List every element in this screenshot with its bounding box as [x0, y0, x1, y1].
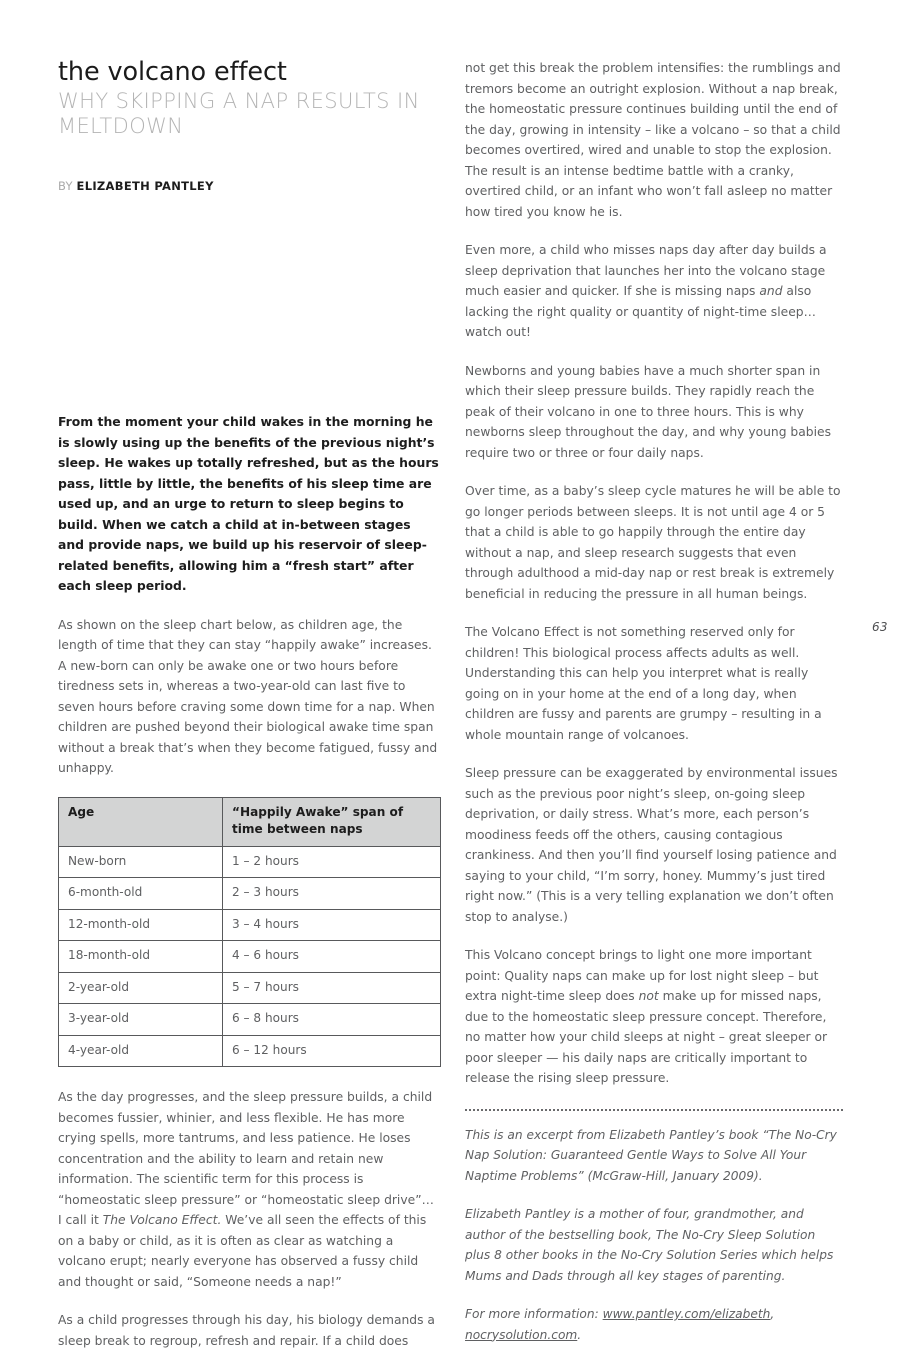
- byline-prefix: BY: [58, 178, 73, 193]
- left-paragraph-2: As shown on the sleep chart below, as children age, the length of time that they can stay “happily awake” increases. A new-born can only be awake one or two hours before tiredness sets in, whereas a two-year-old can last five to seven hours before craving some down time for a nap. When children are pushed beyond their biological awake time span without a break that’s when they become fatigued, fussy and unhappy.: [58, 617, 438, 776]
- table-cell-span: 4 – 6 hours: [223, 941, 441, 973]
- table-row: [59, 972, 441, 1004]
- right-paragraph-1: not get this break the problem intensifies: the rumblings and tremors become an outright explosion. Without a nap break, the homeostatic pressure continues building until the end of the day, growing in intensity – like a volcano – so that a child becomes overtired, wired and unable to stop the explosion. The result is an intense bedtime battle with a cranky, overtired child, or an infant who won’t fall asleep no matter how tired you know he is.: [465, 61, 841, 219]
- table-header-awake-span: “Happily Awake” span of time between naps: [223, 797, 441, 846]
- table-cell-span: 5 – 7 hours: [223, 972, 441, 1004]
- more-info-label: For more information:: [465, 1307, 603, 1321]
- link-pantley-elizabeth[interactable]: www.pantley.com/elizabeth: [602, 1307, 771, 1321]
- masthead-whitespace: [58, 192, 440, 412]
- table-cell-span: 3 – 4 hours: [223, 909, 441, 941]
- page-title: the volcano effect: [58, 57, 287, 87]
- sleep-chart-table: [58, 797, 441, 1068]
- right-paragraph-7-part1: This Volcano concept brings to light one more important point: Quality naps can make up for lost night sleep – but extra night-time sleep does: [465, 948, 819, 1003]
- table-cell-span: 6 – 8 hours: [223, 1004, 441, 1036]
- table-header-row: [59, 797, 441, 846]
- left-paragraph-3: [58, 1087, 440, 1292]
- right-paragraph-5: The Volcano Effect is not something reserved only for children! This biological process affects adults as well. Understanding this can help you interpret what is really going on in your home at the end of a long day, when children are fussy and parents are grumpy – resulting in a whole mountain range of volcanoes.: [465, 625, 822, 742]
- more-information: [465, 1304, 843, 1345]
- table-cell-age: New-born: [59, 846, 223, 878]
- right-paragraph-2-part2: also lacking the right quality or quantity of night-time sleep…watch out!: [465, 284, 816, 339]
- table-row: [59, 878, 441, 910]
- trailing-period: .: [577, 1327, 582, 1342]
- excerpt-note: This is an excerpt from Elizabeth Pantley’s book “The No-Cry Nap Solution: Guaranteed Gentle Ways to Solve All Your Naptime Problems” (McGraw-Hill, January 2009).: [465, 1127, 837, 1183]
- dotted-divider: [465, 1109, 843, 1111]
- table-cell-age: 12-month-old: [59, 909, 223, 941]
- table-cell-span: 1 – 2 hours: [223, 846, 441, 878]
- right-paragraph-2-part1: Even more, a child who misses naps day after day builds a sleep deprivation that launches her into the volcano stage much easier and quicker. If she is missing naps: [465, 243, 827, 298]
- table-cell-age: 2-year-old: [59, 972, 223, 1004]
- right-paragraph-7-part2: make up for missed naps, due to the homeostatic sleep pressure concept. Therefore, no matter how your child sleeps at night – great sleeper or poor sleeper — his daily naps are critically important to release the rising sleep pressure.: [465, 989, 828, 1085]
- left-column: [58, 58, 440, 1351]
- table-row: [59, 1035, 441, 1067]
- not-italic: not: [638, 989, 659, 1003]
- byline: [58, 178, 440, 193]
- table-row: [59, 941, 441, 973]
- table-row: [59, 846, 441, 878]
- page-number: 63: [872, 620, 888, 634]
- right-paragraph-7: [465, 945, 843, 1089]
- and-italic: and: [759, 284, 783, 298]
- table-cell-age: 6-month-old: [59, 878, 223, 910]
- volcano-effect-italic: The Volcano Effect.: [102, 1213, 222, 1228]
- table-cell-span: 6 – 12 hours: [223, 1035, 441, 1067]
- left-paragraph-3-part2: We’ve all seen the effects of this on a baby or child, as it is often as clear as watching a volcano erupt; nearly everyone has observed a fussy child and thought or said, “Someone needs a nap!”: [58, 1213, 427, 1289]
- left-paragraph-3-part1: As the day progresses, and the sleep pressure builds, a child becomes fussier, whinier, and less flexible. He has more crying spells, more tantrums, and less patience. He loses concentration and the ability to learn and retain new information. The scientific term for this process is “homeostatic sleep pressure” or “homeostatic sleep drive”… I call it: [58, 1090, 434, 1228]
- lead-paragraph: From the moment your child wakes in the morning he is slowly using up the benefits of the previous night’s sleep. He wakes up totally refreshed, but as the hours pass, little by little, the benefits of his sleep time are used up, and an urge to return to sleep begins to build. When we catch a child at in-between stages and provide naps, we build up his reservoir of sleep-related benefits, allowing him a “fresh start” after each sleep period.: [58, 414, 439, 594]
- right-paragraph-6: Sleep pressure can be exaggerated by environmental issues such as the previous poor night’s sleep, on-going sleep deprivation, or daily stress. What’s more, each person’s moodiness feeds off the others, causing contagious crankiness. And then you’ll find yourself losing patience and saying to your child, “I’m sorry, honey. Mummy’s just tired right now.” (This is a very telling explanation we don’t often stop to analyse.): [465, 766, 838, 924]
- page-subtitle: WHY SKIPPING A NAP RESULTS IN MELTDOWN: [58, 88, 420, 139]
- right-paragraph-2: [465, 240, 843, 343]
- right-paragraph-3: Newborns and young babies have a much shorter span in which their sleep pressure builds. They rapidly reach the peak of their volcano in one to three hours. This is why newborns sleep throughout the day, and why young babies require two or three or four daily naps.: [465, 363, 831, 460]
- link-nocrysolution[interactable]: nocrysolution.com: [465, 1327, 578, 1342]
- table-cell-age: 4-year-old: [59, 1035, 223, 1067]
- right-paragraph-4: Over time, as a baby’s sleep cycle matures he will be able to go longer periods between sleeps. It is not until age 4 or 5 that a child is able to go happily through the entire day without a nap, and sleep research suggests that even through adulthood a mid-day nap or rest break is extremely beneficial in reducing the pressure in all human beings.: [465, 484, 841, 601]
- table-row: [59, 1004, 441, 1036]
- table-cell-span: 2 – 3 hours: [223, 878, 441, 910]
- table-header-age: Age: [59, 797, 223, 846]
- table-cell-age: 18-month-old: [59, 941, 223, 973]
- table-row: [59, 909, 441, 941]
- left-paragraph-4: As a child progresses through his day, his biology demands a sleep break to regroup, refresh and repair. If a child does: [58, 1313, 435, 1348]
- link-separator: ,: [770, 1307, 775, 1321]
- byline-author: ELIZABETH PANTLEY: [76, 178, 214, 193]
- right-column: [465, 58, 843, 1345]
- author-bio: Elizabeth Pantley is a mother of four, grandmother, and author of the bestselling book, The No-Cry Sleep Solution plus 8 other books in the No-Cry Solution Series which helps Mums and Dads through all key stages of parenting.: [465, 1207, 834, 1283]
- table-cell-age: 3-year-old: [59, 1004, 223, 1036]
